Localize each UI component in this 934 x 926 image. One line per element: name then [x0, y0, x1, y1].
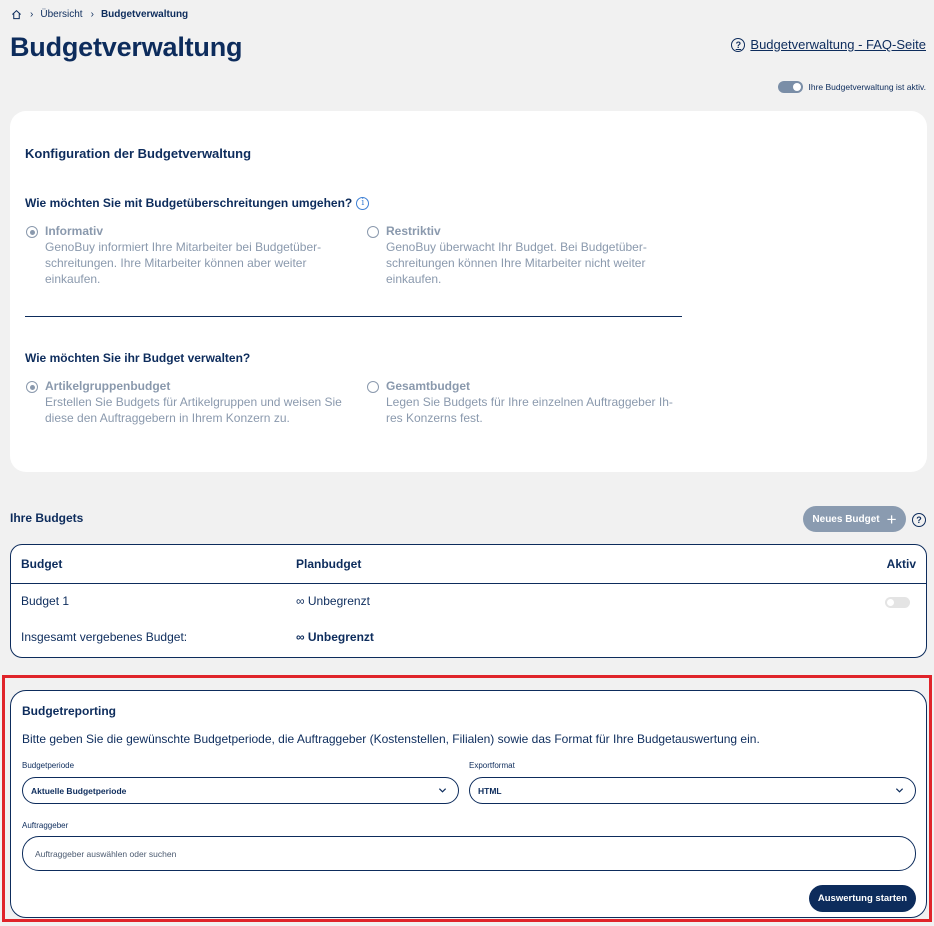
help-circle-icon[interactable]: ?	[912, 513, 926, 527]
divider	[25, 316, 682, 317]
period-select-value: Aktuelle Budgetperiode	[31, 785, 127, 796]
option-informativ-description: GenoBuy informiert Ihre Mitarbeiter bei Budgetüber-schreitungen. Ihre Mitarbeiter können aber weiter einkaufen.	[45, 240, 322, 286]
option-gesamtbudget-description: Legen Sie Budgets für Ihre einzelnen Auftraggeber Ih-res Konzerns fest.	[386, 395, 673, 425]
overrun-question-label: Wie möchten Sie mit Budgetüberschreitungen umgehen?	[25, 196, 353, 210]
column-header-budget: Budget	[21, 557, 63, 571]
breadcrumb-item-overview[interactable]: Übersicht	[40, 8, 83, 20]
budget-row-name[interactable]: Budget 1	[21, 594, 70, 608]
chevron-right-icon: ›	[90, 8, 94, 20]
chevron-right-icon: ›	[30, 8, 34, 20]
home-icon[interactable]	[10, 8, 22, 20]
page-title: Budgetverwaltung	[10, 32, 243, 62]
manage-question: Wie möchten Sie ihr Budget verwalten?	[25, 351, 251, 365]
total-budget-label: Insgesamt vergebenes Budget:	[21, 630, 188, 644]
period-select[interactable]	[22, 777, 459, 804]
active-status-label: Ihre Budgetverwaltung ist aktiv.	[808, 82, 926, 92]
format-select[interactable]	[469, 777, 916, 804]
breadcrumb-item-current: Budgetverwaltung	[100, 8, 189, 20]
reporting-card	[10, 690, 927, 918]
new-budget-button[interactable]	[803, 506, 906, 532]
faq-link[interactable]	[731, 37, 926, 52]
option-artikelgruppenbudget-label: Artikelgruppenbudget	[45, 379, 171, 393]
option-informativ-label: Informativ	[45, 224, 104, 238]
budget-active-toggle[interactable]	[885, 597, 910, 608]
option-restriktiv-label: Restriktiv	[386, 224, 441, 238]
breadcrumb	[10, 8, 188, 20]
budget-table	[10, 544, 927, 658]
column-header-aktiv: Aktiv	[886, 557, 916, 571]
faq-link-label: Budgetverwaltung - FAQ-Seite	[750, 37, 926, 52]
new-budget-label: Neues Budget	[812, 513, 880, 525]
start-evaluation-label: Auswertung starten	[817, 893, 908, 904]
start-evaluation-button[interactable]	[809, 885, 916, 912]
configuration-card	[10, 111, 927, 472]
option-restriktiv-description: GenoBuy überwacht Ihr Budget. Bei Budgetüber-schreitungen können Ihre Mitarbeiter nicht weiter einkaufen.	[386, 240, 647, 286]
radio-informativ[interactable]	[26, 226, 38, 238]
info-icon[interactable]: i	[356, 197, 369, 210]
budget-management-toggle[interactable]	[778, 81, 803, 93]
budget-row-plan: ∞ Unbegrenzt	[296, 594, 370, 608]
plus-icon: +	[886, 509, 897, 529]
format-select-value: HTML	[478, 785, 502, 796]
radio-gesamtbudget[interactable]	[367, 381, 379, 393]
configuration-title: Konfiguration der Budgetverwaltung	[25, 146, 252, 161]
period-label: Budgetperiode	[22, 761, 75, 770]
radio-restriktiv[interactable]	[367, 226, 379, 238]
option-artikelgruppenbudget-description: Erstellen Sie Budgets für Artikelgruppen und weisen Sie diese den Auftraggebern in Ihrem Konzern zu.	[45, 395, 342, 425]
help-circle-icon: ?	[731, 38, 745, 52]
active-status	[778, 81, 927, 93]
table-divider	[11, 583, 926, 584]
client-search-input[interactable]	[22, 836, 916, 871]
chevron-down-icon	[895, 786, 904, 795]
total-budget-value: ∞ Unbegrenzt	[296, 630, 374, 644]
column-header-planbudget: Planbudget	[296, 557, 362, 571]
option-gesamtbudget-label: Gesamtbudget	[386, 379, 471, 393]
reporting-description: Bitte geben Sie die gewünschte Budgetperiode, die Auftraggeber (Kostenstellen, Filialen) sowie das Format für Ihre Budgetauswertung ein.	[22, 732, 760, 746]
chevron-down-icon	[438, 786, 447, 795]
budgets-title: Ihre Budgets	[10, 511, 84, 525]
client-label: Auftraggeber	[22, 821, 69, 830]
client-search-placeholder: Auftraggeber auswählen oder suchen	[35, 848, 177, 859]
format-label: Exportformat	[469, 761, 515, 770]
reporting-title: Budgetreporting	[22, 704, 116, 718]
overrun-question	[25, 196, 369, 210]
radio-artikelgruppenbudget[interactable]	[26, 381, 38, 393]
